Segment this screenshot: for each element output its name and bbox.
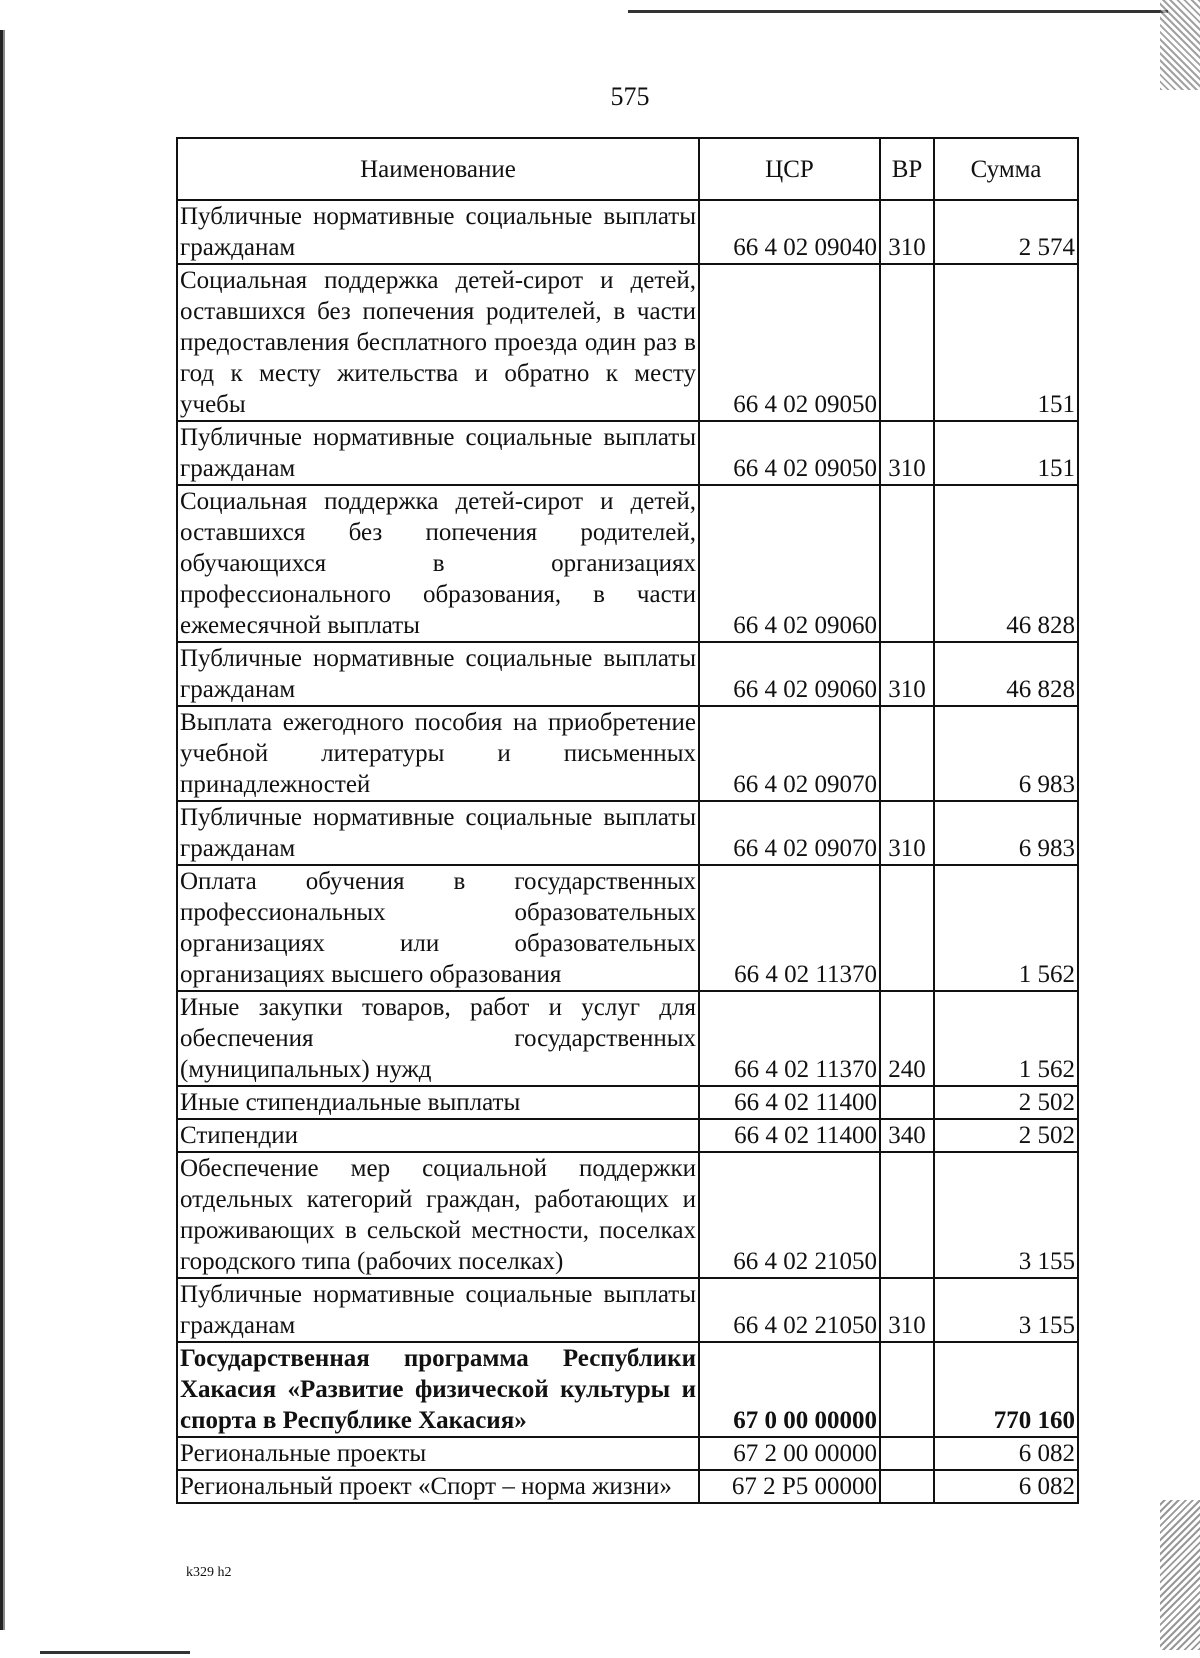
cell-name: Социальная поддержка детей-сирот и детей, оставшихся без попечения родителей, в части предоставления бесплатного проезда один раз в год к месту жительства и обратно к месту учебы [177,264,699,421]
cell-sum: 2 574 [934,200,1078,264]
header-sum: Сумма [934,138,1078,200]
cell-name: Публичные нормативные социальные выплаты гражданам [177,642,699,706]
cell-csr: 66 4 02 09070 [699,801,880,865]
scan-edge-left [0,30,6,1630]
cell-csr: 66 4 02 09040 [699,200,880,264]
header-name: Наименование [177,138,699,200]
cell-vr: 310 [880,642,934,706]
table-row [177,1437,1078,1470]
cell-name: Обеспечение мер социальной поддержки отдельных категорий граждан, работающих и проживающих в сельской местности, поселках городского типа (рабочих поселках) [177,1152,699,1278]
cell-sum: 46 828 [934,485,1078,642]
table-header-row [177,138,1078,200]
cell-vr [880,485,934,642]
cell-vr [880,264,934,421]
cell-csr: 66 4 02 11400 [699,1119,880,1152]
cell-sum: 1 562 [934,865,1078,991]
cell-sum: 1 562 [934,991,1078,1086]
cell-sum: 770 160 [934,1342,1078,1437]
table-row [177,1086,1078,1119]
budget-table [176,137,1079,1504]
header-vr: ВР [880,138,934,200]
table-row [177,264,1078,421]
cell-sum: 46 828 [934,642,1078,706]
cell-name: Стипендии [177,1119,699,1152]
cell-name: Государственная программа Республики Хакасия «Развитие физической культуры и спорта в Республике Хакасия» [177,1342,699,1437]
table-row [177,706,1078,801]
cell-name: Выплата ежегодного пособия на приобретение учебной литературы и письменных принадлежностей [177,706,699,801]
cell-sum: 3 155 [934,1278,1078,1342]
cell-name: Региональный проект «Спорт – норма жизни» [177,1470,699,1503]
cell-vr [880,1086,934,1119]
scan-corner-noise [1160,0,1200,90]
cell-vr [880,865,934,991]
cell-vr [880,1437,934,1470]
cell-csr: 66 4 02 11370 [699,991,880,1086]
table-row [177,1119,1078,1152]
table-row [177,1278,1078,1342]
scan-bottom-line [40,1651,190,1654]
cell-name: Публичные нормативные социальные выплаты гражданам [177,200,699,264]
cell-sum: 6 082 [934,1470,1078,1503]
cell-csr: 66 4 02 09060 [699,642,880,706]
page-number: 575 [610,82,650,111]
cell-vr [880,706,934,801]
header-csr: ЦСР [699,138,880,200]
cell-csr: 67 0 00 00000 [699,1342,880,1437]
cell-csr: 66 4 02 21050 [699,1152,880,1278]
cell-csr: 67 2 P5 00000 [699,1470,880,1503]
cell-sum: 6 983 [934,706,1078,801]
cell-vr [880,1152,934,1278]
cell-vr: 310 [880,1278,934,1342]
cell-sum: 3 155 [934,1152,1078,1278]
cell-csr: 66 4 02 09050 [699,421,880,485]
cell-vr [880,1342,934,1437]
scan-corner-noise [1160,1500,1200,1650]
table-row [177,1470,1078,1503]
table-row [177,865,1078,991]
cell-sum: 2 502 [934,1086,1078,1119]
table-row [177,1342,1078,1437]
cell-vr: 310 [880,200,934,264]
cell-name: Иные стипендиальные выплаты [177,1086,699,1119]
table-body [177,200,1078,1503]
cell-name: Социальная поддержка детей-сирот и детей, оставшихся без попечения родителей, обучающихся в организациях профессионального образования, в части ежемесячной выплаты [177,485,699,642]
table-row [177,200,1078,264]
cell-csr: 66 4 02 09070 [699,706,880,801]
cell-vr: 240 [880,991,934,1086]
cell-sum: 6 983 [934,801,1078,865]
cell-name: Публичные нормативные социальные выплаты гражданам [177,801,699,865]
cell-vr: 310 [880,421,934,485]
cell-csr: 66 4 02 09050 [699,264,880,421]
cell-sum: 2 502 [934,1119,1078,1152]
table-row [177,801,1078,865]
cell-csr: 67 2 00 00000 [699,1437,880,1470]
cell-name: Оплата обучения в государственных профессиональных образовательных организациях или образовательных организациях высшего образования [177,865,699,991]
cell-sum: 151 [934,264,1078,421]
cell-vr [880,1470,934,1503]
table-row [177,485,1078,642]
cell-csr: 66 4 02 21050 [699,1278,880,1342]
cell-name: Публичные нормативные социальные выплаты гражданам [177,421,699,485]
scan-top-line [628,10,1168,13]
table-row [177,1152,1078,1278]
cell-sum: 6 082 [934,1437,1078,1470]
table-row [177,421,1078,485]
cell-csr: 66 4 02 11400 [699,1086,880,1119]
cell-name: Публичные нормативные социальные выплаты гражданам [177,1278,699,1342]
cell-vr: 340 [880,1119,934,1152]
cell-sum: 151 [934,421,1078,485]
table-row [177,642,1078,706]
table-row [177,991,1078,1086]
cell-name: Иные закупки товаров, работ и услуг для обеспечения государственных (муниципальных) нужд [177,991,699,1086]
cell-csr: 66 4 02 11370 [699,865,880,991]
cell-csr: 66 4 02 09060 [699,485,880,642]
cell-name: Региональные проекты [177,1437,699,1470]
cell-vr: 310 [880,801,934,865]
footer-code: k329 h2 [186,1565,232,1580]
